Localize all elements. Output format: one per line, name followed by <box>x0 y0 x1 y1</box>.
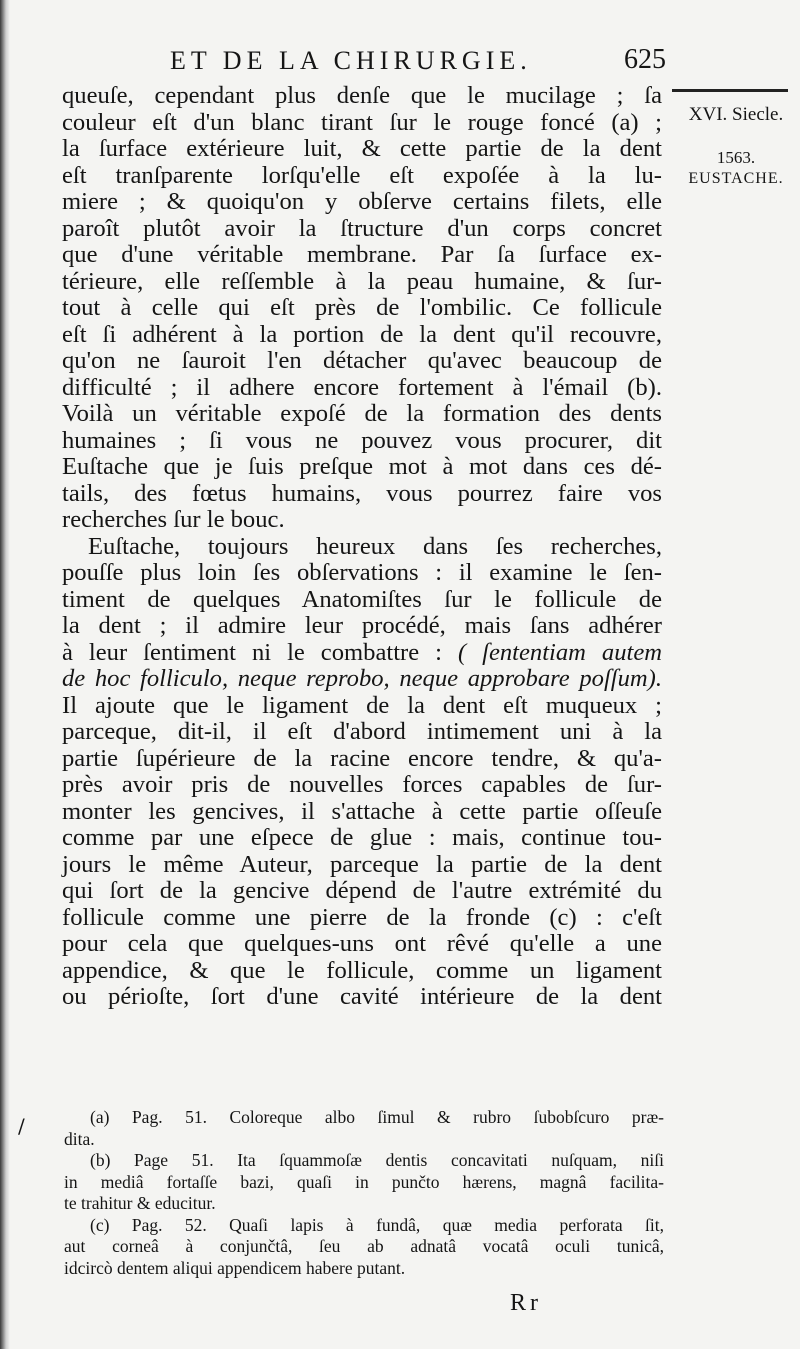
text-line: tout à celle qui eſt près de l'ombilic. Ce follicule <box>62 294 662 321</box>
text-line: eſt tranſparente lorſqu'elle eſt expoſée à la lu- <box>62 161 662 189</box>
text-line: Euſtache que je ſuis preſque mot à mot dans ces dé- <box>62 453 662 480</box>
text-line: que d'une véritable membrane. Par ſa ſurface ex- <box>62 241 662 268</box>
text-line: ou périoſte, ſort d'une cavité intérieure de la dent <box>62 983 662 1010</box>
latin-quote: de hoc folliculo, neque reprobo, neque approbare poſſum). <box>62 665 662 692</box>
text-line: eſt ſi adhérent à la portion de la dent qu'il recouvre, <box>62 320 662 348</box>
signature-mark: Rr <box>510 1290 542 1316</box>
footnote-line: dita. <box>64 1128 95 1149</box>
text-line: couleur eſt d'un blanc tirant ſur le rouge foncé (a) ; <box>62 108 662 136</box>
footnote-line: aut corneâ à conjunčtâ, ſeu ab adnatâ vocatâ oculi tunicâ, <box>64 1236 664 1256</box>
text-line: tails, des fœtus humains, vous pourrez faire vos <box>62 479 662 507</box>
text-line: timent de quelques Anatomiſtes ſur le follicule de <box>62 585 662 613</box>
text-line: paroît plutôt avoir la ſtructure d'un corps concret <box>62 214 662 242</box>
page-header <box>170 40 670 80</box>
margin-rule <box>672 89 788 92</box>
text-line: la ſurface extérieure luit, & cette partie de la dent <box>62 135 662 162</box>
paragraph-1 <box>62 83 662 534</box>
margin-note-year: 1563. <box>716 148 756 167</box>
text-line: Il ajoute que le ligament de la dent eſt muqueux ; <box>62 691 662 719</box>
text-line: pouſſe plus loin ſes obſervations : il examine le ſen- <box>62 559 662 586</box>
text-line: jours le même Auteur, parceque la partie de la dent <box>62 850 662 878</box>
main-text <box>62 83 662 1011</box>
text-line: follicule comme une pierre de la fronde (c) : c'eſt <box>62 903 662 931</box>
text-line: queuſe, cependant plus denſe que le mucilage ; ſa <box>62 82 662 109</box>
text-roman: à leur ſentiment ni le combattre : <box>62 638 458 666</box>
text-line: appendice, & que le follicule, comme un ligament <box>62 956 662 984</box>
footnote-line: (a) Pag. 51. Coloreque albo ſimul & rubro ſubobſcuro præ- <box>90 1107 664 1127</box>
footnote-a <box>64 1107 664 1150</box>
page-gutter-shadow <box>0 0 10 1349</box>
text-line: recherches ſur le bouc. <box>62 506 285 533</box>
margin-note-author: EUSTACHE. <box>688 170 784 187</box>
text-line-mixed <box>62 640 662 667</box>
text-line: pour cela que quelques-uns ont rêvé qu'elle a une <box>62 930 662 957</box>
text-line: comme par une eſpece de glue : mais, continue tou- <box>62 824 662 851</box>
text-line: qui ſort de la gencive dépend de l'autre extrémité du <box>62 877 662 904</box>
text-line: partie ſupérieure de la racine encore tendre, & qu'a- <box>62 744 662 772</box>
text-line: monter les gencives, il s'attache à cette partie oſſeuſe <box>62 797 662 825</box>
footnote-line: (b) Page 51. Ita ſquammoſæ dentis concavitati nuſquam, niſi <box>90 1150 664 1170</box>
text-line: difficulté ; il adhere encore fortement à l'émail (b). <box>62 373 662 401</box>
text-line: qu'on ne ſauroit l'en détacher qu'avec beaucoup de <box>62 347 662 374</box>
text-line: près avoir pris de nouvelles forces capables de ſur- <box>62 771 662 798</box>
margin-note-century: XVI. Siecle. <box>688 104 784 125</box>
text-line: Voilà un véritable expoſé de la formation des dents <box>62 400 662 427</box>
text-line: térieure, elle reſſemble à la peau humaine, & ſur- <box>62 267 662 295</box>
margin-mark: / <box>18 1114 25 1138</box>
footnote-line: te trahitur & educitur. <box>64 1193 216 1213</box>
footnotes <box>64 1107 664 1279</box>
text-line: la dent ; il admire leur procédé, mais ſans adhérer <box>62 612 662 639</box>
text-line: humaines ; ſi vous ne pouvez vous procurer, dit <box>62 426 662 454</box>
paragraph-2 <box>62 534 662 1011</box>
running-head: ET DE LA CHIRURGIE. <box>170 46 532 75</box>
footnote-line: in mediâ fortaſſe bazi, quaſi in punčto hærens, magnâ facilita- <box>64 1171 664 1192</box>
text-line: parceque, dit-il, il eſt d'abord intimement uni à la <box>62 718 662 745</box>
footnote-line: idcircò dentem aliqui appendicem habere putant. <box>64 1257 406 1278</box>
text-line: miere ; & quoiqu'on y obſerve certains filets, elle <box>62 188 662 215</box>
latin-quote: ( ſententiam autem <box>457 638 663 666</box>
footnote-c <box>64 1215 664 1280</box>
footnote-b <box>64 1150 664 1215</box>
text-line: Euſtache, toujours heureux dans ſes recherches, <box>88 532 662 560</box>
page-number: 625 <box>624 44 666 75</box>
footnote-line: (c) Pag. 52. Quaſi lapis à fundâ, quæ media perforata ſit, <box>90 1214 664 1235</box>
